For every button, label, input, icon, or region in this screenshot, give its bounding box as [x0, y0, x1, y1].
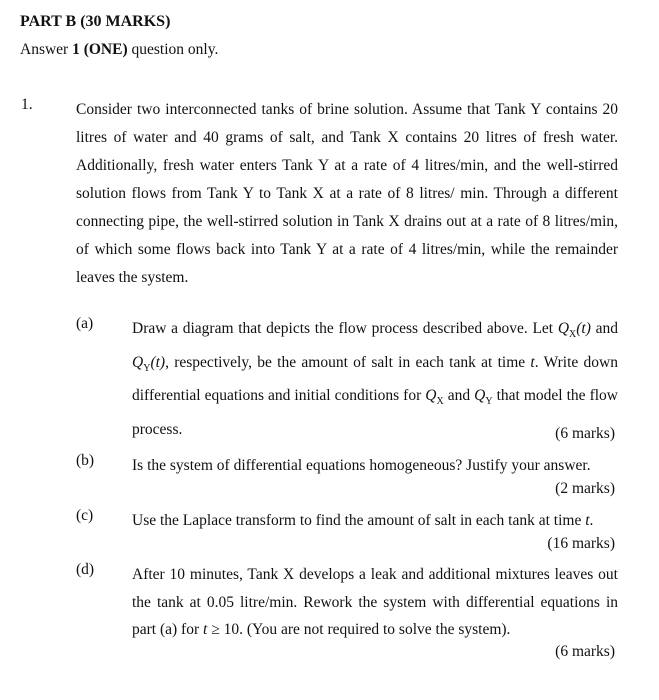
part-b-text: Is the system of differential equations homogeneous? Justify your answer. [132, 457, 591, 474]
part-d-time-t: t [203, 621, 208, 638]
part-d-text-main: After 10 minutes, Tank X develops a leak and additional mixtures leaves out the tank at 0.05 litre/min. Rework the system with differential equations in part (a) for [132, 566, 618, 638]
qx-symbol-2: Q [425, 387, 437, 405]
qx-subscript: X [569, 329, 577, 341]
qy-symbol: Q [132, 353, 144, 371]
qy-symbol-2: Q [474, 387, 486, 405]
time-t: t [530, 353, 535, 371]
part-c-marks: (16 marks) [547, 535, 615, 552]
part-b-marks: (2 marks) [555, 480, 615, 497]
instruction-suffix: question only. [127, 41, 219, 58]
part-a-label: (a) [76, 315, 94, 332]
part-c-text-main: Use the Laplace transform to find the amount of salt in each tank at time [132, 512, 586, 529]
part-c-time-t: t [585, 512, 590, 529]
part-c-text [132, 507, 618, 535]
instruction-prefix: Answer [20, 41, 73, 58]
part-d-marks: (6 marks) [555, 643, 615, 660]
part-a-text-2: and [590, 320, 618, 337]
qy-subscript-2: Y [485, 396, 493, 408]
section-heading: PART B (30 MARKS) [20, 13, 171, 30]
qy-subscript: Y [143, 362, 151, 374]
part-a-text-1: Draw a diagram that depicts the flow process described above. Let [132, 320, 558, 337]
part-a-marks: (6 marks) [555, 425, 615, 442]
qy-t-paren: (t) [150, 353, 166, 371]
part-a-text-6: that model the flow process. [132, 387, 618, 438]
part-a-text-5: and [443, 387, 475, 405]
question-text: Consider two interconnected tanks of brine solution. Assume that Tank Y contains 20 litres of water and 40 grams of salt, and Tank X contains 20 litres of fresh water. Additionally, fresh water enters Tank Y at a rate of 4 litres/min, and the well-stirred solution flows from Tank Y to Tank X at a rate of 8 litres/ min. Through a different connecting pipe, the well-stirred solution in Tank X drains out at a rate of 8 litres/min, of which some flows back into Tank Y at a rate of 4 litres/min, while the remainder leaves the system. [76, 101, 618, 286]
part-a-text [132, 315, 618, 443]
part-a-text-3: , respectively, be the amount of salt in each tank at time [165, 353, 531, 371]
part-a-text-4: . Write down differential equations and initial conditions for [132, 353, 618, 405]
part-d-text [132, 561, 618, 644]
instruction-bold: 1 (ONE) [72, 41, 128, 58]
qx-t-paren: (t) [576, 320, 591, 337]
part-c-label: (c) [76, 507, 94, 524]
part-d-condition: ≥ 10. (You are not required to solve the system). [207, 621, 511, 638]
qx-symbol: Q [557, 320, 570, 337]
qx-subscript-2: X [436, 396, 444, 408]
instruction-line [20, 41, 218, 59]
part-d-label: (d) [76, 561, 95, 578]
question-number: 1. [21, 96, 33, 113]
part-c-end: . [589, 512, 594, 529]
part-b-label: (b) [76, 452, 95, 469]
